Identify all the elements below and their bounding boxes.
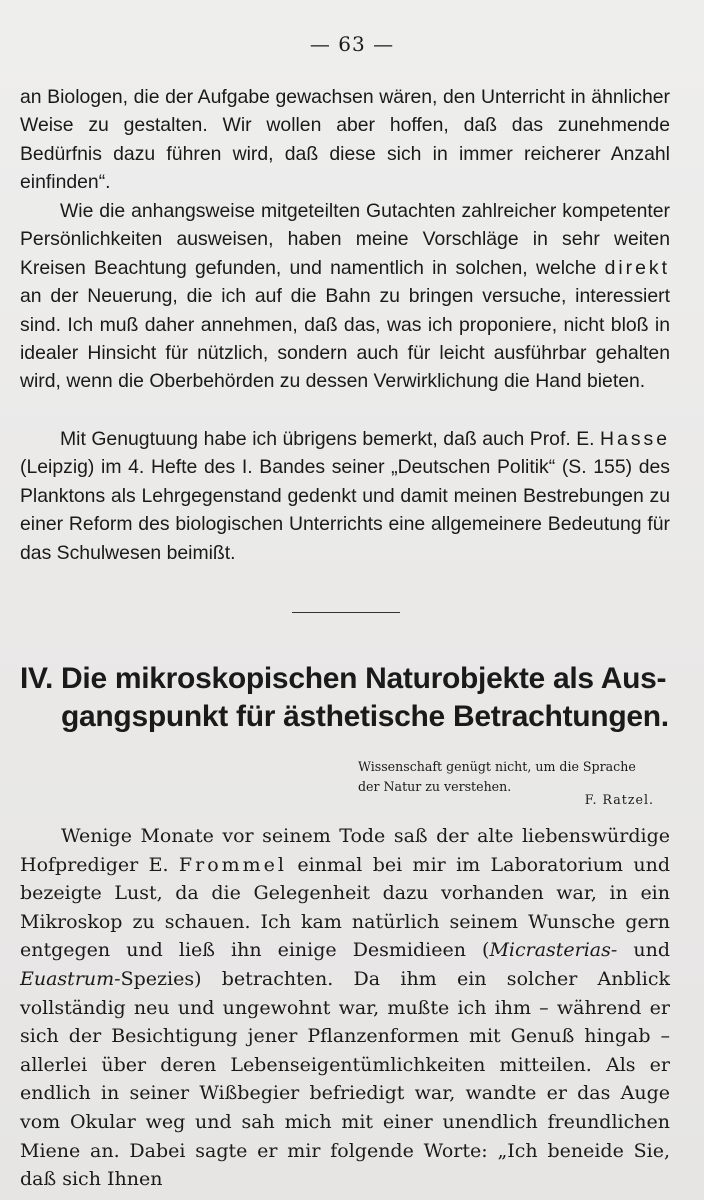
paragraph-continued <box>20 83 670 197</box>
section-divider <box>292 612 400 613</box>
taxon-name: Micrasterias- <box>489 939 618 962</box>
epigraph-author: F. Ratzel. <box>584 792 654 807</box>
chapter-body-paragraph <box>20 822 670 1194</box>
paragraph-text: an Biologen, die der Aufgabe gewachsen wären, den Unterricht in ähnlicher Weise zu gestalten. Wir wollen aber hoffen, daß das zunehmende Bedürfnis dazu führen wird, daß diese sich in immer reicherer Anzahl einfinden“. <box>20 86 670 194</box>
paragraph-text: Wenige Monate vor seinem Tode saß der alte liebenswürdige Hofprediger E. <box>20 825 670 876</box>
chapter-heading-line-2: gangspunkt für ästhetische Betrachtungen. <box>61 700 669 733</box>
paragraph-text: Spezies) betrachten. Da ihm ein solcher Anblick vollständig neu und ungewohnt war, mußte ich ihm – während er sich der Besichtigung jener Pflanzenformen mit Genuß hingab – allerlei über deren Lebenseigentümlichkeiten mitteilen. Als er endlich in seiner Wißbegier befriedigt war, wandte er das Auge vom Okular weg und sah mich mit einer unendlich freundlichen Miene an. Dabei sagte er mir folgende Worte: „Ich beneide Sie, daß sich Ihnen <box>20 967 670 1191</box>
emphasized-name: Hasse <box>600 428 670 450</box>
page-number: — 63 — <box>309 32 395 56</box>
paragraph-text: Wie die anhangsweise mitgeteilten Gutachten zahlreicher kompetenter Persönlichkeiten ausweisen, haben meine Vorschläge in sehr weiten Kreisen Beachtung gefunden, und namentlich in solchen, welche <box>20 200 670 279</box>
paragraph-text: Mit Genugtuung habe ich übrigens bemerkt, daß auch Prof. E. <box>60 428 595 450</box>
chapter-heading-line-1: IV. Die mikroskopischen Naturobjekte als Aus- <box>20 662 667 695</box>
taxon-name: Euastrum- <box>20 967 121 990</box>
paragraph-text: an der Neuerung, die ich auf die Bahn zu bringen versuche, interessiert sind. Ich muß daher annehmen, daß das, was ich proponiere, nicht bloß in idealer Hinsicht für nützlich, sondern auch für leicht ausführbar gehalten wird, wenn die Oberbehörden zu dessen Verwirklichung die Hand bieten. <box>20 285 670 393</box>
epigraph-quote: Wissenschaft genügt nicht, um die Sprache der Natur zu verstehen. <box>358 759 636 794</box>
paragraph-text: einmal bei mir im Laboratorium und bezeigte Lust, da die Gelegenheit dazu vorhanden war, in ein Mikroskop zu schauen. Ich kam natürlich seinem Wunsche gern entgegen und ließ ihn einige Desmidieen ( <box>20 853 670 962</box>
paragraph-hasse <box>20 425 670 567</box>
paragraph-opinions <box>20 197 670 396</box>
emphasized-name: Frommel <box>178 853 287 876</box>
chapter-heading <box>20 660 670 736</box>
paragraph-text: und <box>617 939 670 962</box>
paragraph-text: (Leipzig) im 4. Hefte des I. Bandes seiner „Deutschen Politik“ (S. 155) des Planktons als Lehrgegenstand gedenkt und damit meinen Bestrebungen zu einer Reform des biologischen Unterrichts eine allgemeinere Bedeutung für das Schulwesen beimißt. <box>20 456 670 564</box>
emphasized-word: direkt <box>604 256 670 279</box>
